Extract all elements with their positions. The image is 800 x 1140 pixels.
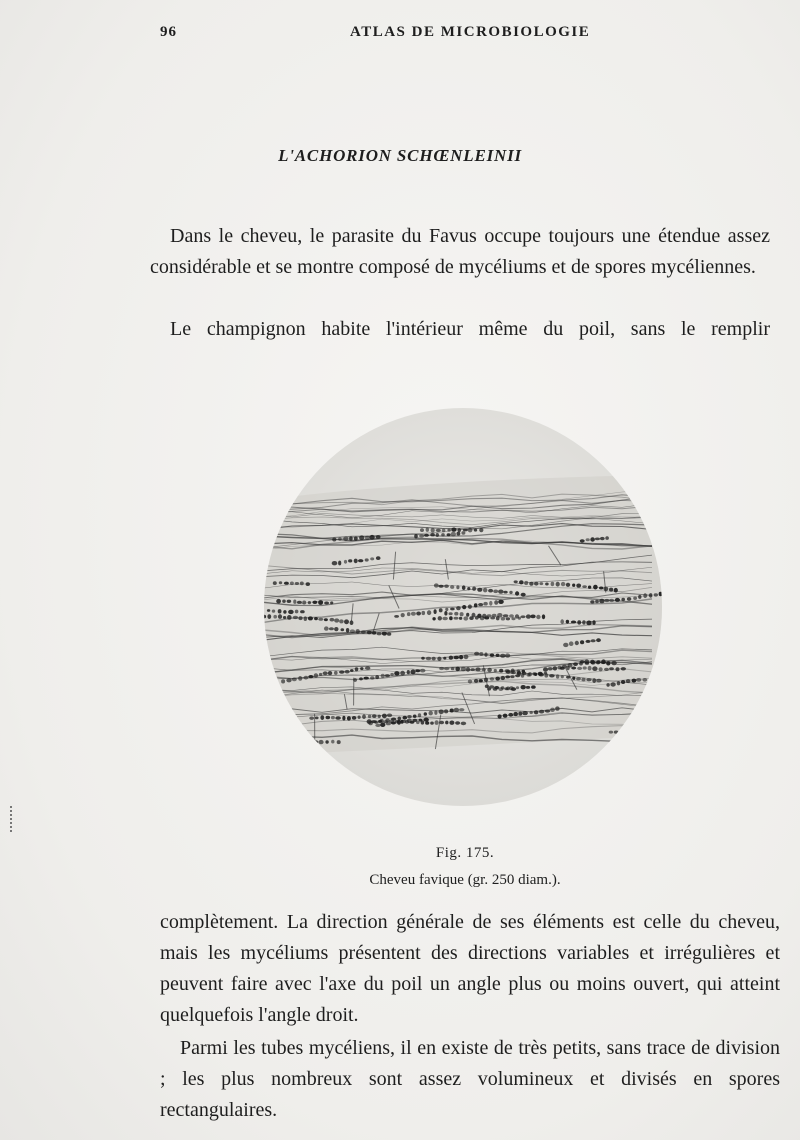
hair-shaft [262,475,664,755]
paragraph-1 [150,221,770,283]
micrograph-figure [262,405,664,809]
micrograph-image [262,405,664,809]
section-title: L'ACHORION SCHŒNLEINII [278,146,522,165]
paragraph-3 [160,907,780,1031]
paragraph-3-text: complètement. La direction générale de ses éléments est celle du cheveu, mais les mycéliums présentent des directions variables et irrégulières et peuvent faire avec l'axe du poil un angle plus ou moins ouvert, qui atteint quelquefois l'angle droit. [160,911,780,1026]
paragraph-2-text: Le champignon habite l'intérieur même du poil, sans le remplir [170,318,770,340]
margin-mark [10,806,16,832]
paragraph-1-text: Dans le cheveu, le parasite du Favus occupe toujours une étendue assez considérable et se montre composé de mycéliums et de spores mycéliennes. [150,225,770,278]
running-head [160,24,770,46]
paragraph-4-text: Parmi les tubes mycéliens, il en existe de très petits, sans trace de division ; les plus nombreux sont assez volumineux et divisés en spores rectangulaires. [160,1037,780,1121]
page-title: ATLAS DE MICROBIOLOGIE [350,24,591,40]
figure-number: Fig. 175. [435,845,495,861]
page-number: 96 [160,24,177,40]
paragraph-2 [150,314,770,345]
paragraph-4 [160,1033,780,1126]
figure-caption: Cheveu favique (gr. 250 diam.). [369,872,561,888]
